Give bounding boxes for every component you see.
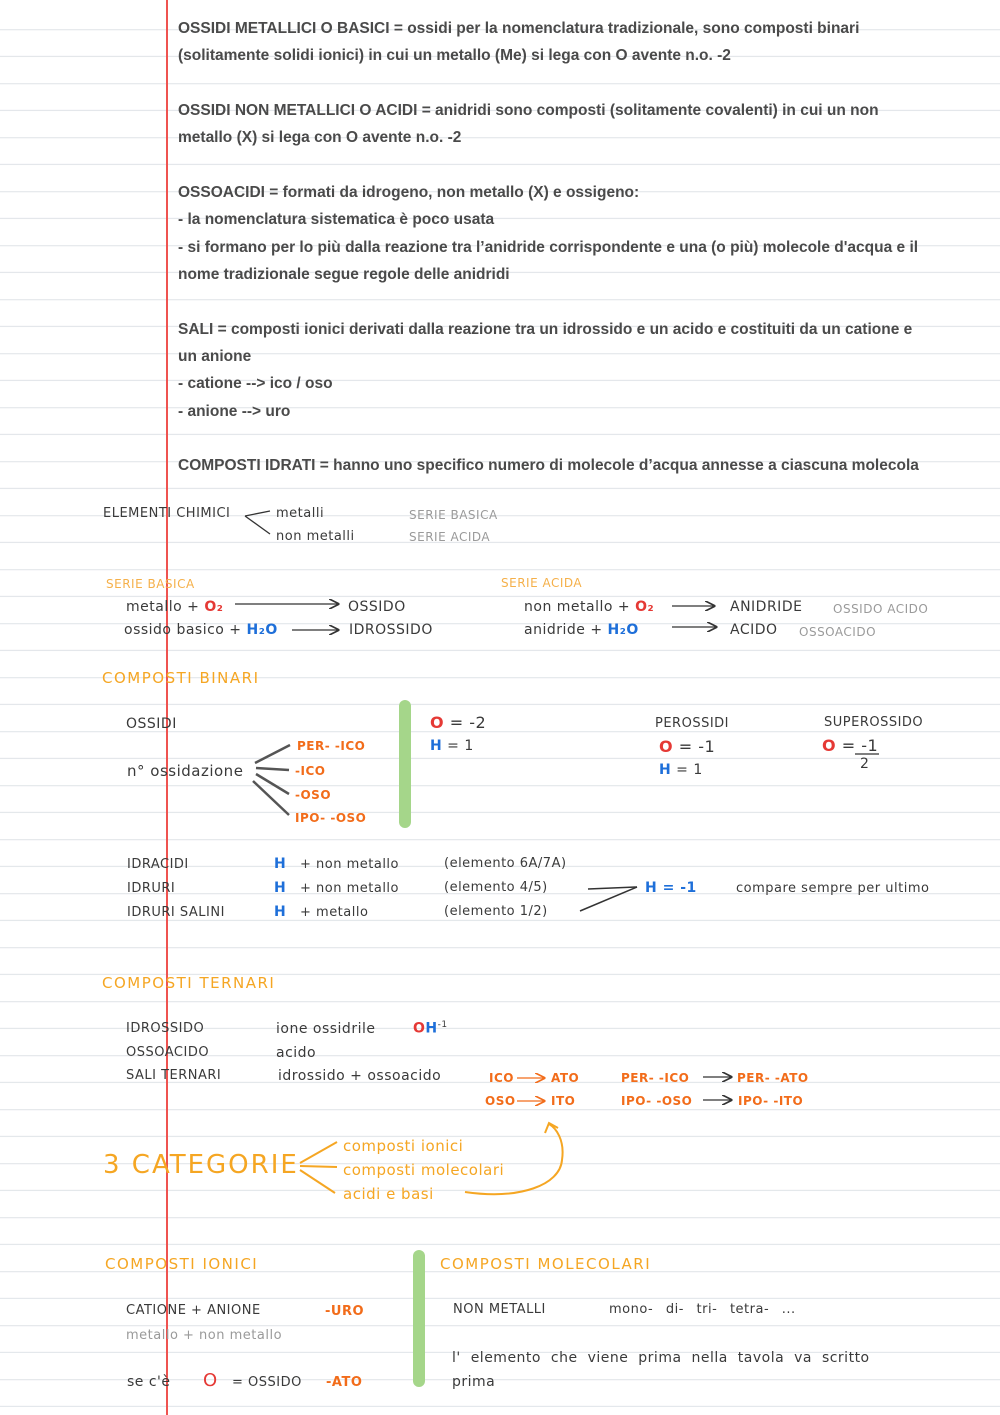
typed-line: (solitamente solidi ionici) in cui un metallo (Me) si lega con O avente n.o. -2 xyxy=(178,47,731,64)
binari-row-h: H xyxy=(274,904,287,920)
typed-line: nome tradizionale segue regole delle anidridi xyxy=(178,266,510,283)
oxygen-value: O = -2 xyxy=(430,713,487,732)
acida-reaction-2-left: anidride + H₂O xyxy=(524,622,639,638)
composti-ionici-title: COMPOSTI IONICI xyxy=(105,1255,259,1273)
ossido-label: = OSSIDO xyxy=(232,1375,302,1390)
binari-row-note: (elemento 6A/7A) xyxy=(444,856,567,871)
typed-line: OSSOACIDI = formati da idrogeno, non metallo (X) e ossigeno: xyxy=(178,184,640,201)
typed-line: - catione --> ico / oso xyxy=(178,375,333,392)
non-metalli-branch xyxy=(245,516,270,534)
molecolari-rule: l' elemento che viene prima nella tavola va scritto xyxy=(452,1350,870,1366)
serie-acida-note: SERIE ACIDA xyxy=(409,530,491,544)
typed-line: un anione xyxy=(178,348,252,365)
superossido-label: SUPEROSSIDO xyxy=(824,715,924,730)
binari-row-name: IDRURI SALINI xyxy=(127,905,225,920)
ato-suffix: -ATO xyxy=(326,1375,363,1390)
h-result: H = -1 xyxy=(645,880,697,896)
categorie-branch xyxy=(300,1142,337,1163)
idruri-bracket xyxy=(580,887,637,911)
non-metalli-label: non metalli xyxy=(276,529,355,544)
binari-row-name: IDRACIDI xyxy=(127,857,189,872)
binari-row-note: (elemento 1/2) xyxy=(444,904,548,919)
serie-basica-title: SERIE BASICA xyxy=(106,577,195,591)
ossido-acido-note: OSSIDO ACIDO xyxy=(833,602,929,616)
binari-row-formula: + metallo xyxy=(300,905,369,920)
typed-line: - la nomenclatura sistematica è poco usata xyxy=(178,211,495,228)
metalli-branch xyxy=(245,511,270,516)
ossidi-label: OSSIDI xyxy=(126,716,177,732)
perossidi-oxygen: O = -1 xyxy=(659,737,716,756)
suffix-branch: IPO- -OSO xyxy=(295,811,367,825)
basica-reaction-1-left: metallo + O₂ xyxy=(126,599,224,615)
typed-line: SALI = composti ionici derivati dalla reazione tra un idrossido e un acido e costituiti da un catione e xyxy=(178,321,913,338)
categoria-item: composti ionici xyxy=(343,1137,464,1155)
catione-anione: CATIONE + ANIONE xyxy=(126,1303,261,1318)
prefixes-label: mono- di- tri- tetra- ... xyxy=(609,1302,796,1317)
ionici-oxygen: O xyxy=(203,1370,218,1391)
perossidi-label: PEROSSIDI xyxy=(655,716,730,731)
ternari-row-name: SALI TERNARI xyxy=(126,1068,222,1083)
categorie-branch xyxy=(300,1166,337,1167)
suffix-branch: -OSO xyxy=(295,788,332,802)
typed-line: - si formano per lo più dalla reazione tra l’anidride corrispondente e una (o più) molecole d'acqua e il xyxy=(178,239,919,256)
ternari-row-desc: ione ossidrile xyxy=(276,1021,376,1037)
binari-row-formula: + non metallo xyxy=(300,857,399,872)
curved-arrow xyxy=(465,1124,563,1194)
elementi-chimici-label: ELEMENTI CHIMICI xyxy=(103,506,231,521)
ternari-row-desc: acido xyxy=(276,1045,317,1061)
categorie-branch xyxy=(300,1170,335,1193)
ternari-row-name: IDROSSIDO xyxy=(126,1021,205,1036)
ossidazione-branch xyxy=(253,781,289,815)
metallo-non-metallo: metallo + non metallo xyxy=(126,1328,283,1343)
suffix-branch: PER- -ICO xyxy=(297,739,366,753)
rule-oso-from: OSO xyxy=(485,1094,516,1108)
superossido-denominator: 2 xyxy=(860,756,870,772)
categoria-item: composti molecolari xyxy=(343,1161,505,1179)
rule-perico-to: PER- -ATO xyxy=(737,1071,809,1085)
n-ossidazione-label: n° ossidazione xyxy=(127,762,244,780)
typed-line: COMPOSTI IDRATI = hanno uno specifico numero di molecole d’acqua annesse a ciascuna molecola xyxy=(178,457,919,474)
perossidi-hydrogen: H = 1 xyxy=(659,762,703,778)
ossoacido-note: OSSOACIDO xyxy=(799,625,877,639)
acida-reaction-2-right: ACIDO xyxy=(730,622,778,638)
h-note: compare sempre per ultimo xyxy=(736,881,930,896)
categorie-title: 3 CATEGORIE xyxy=(103,1150,299,1180)
rule-oso-to: ITO xyxy=(551,1094,576,1108)
idruri-bracket xyxy=(588,887,637,889)
acida-reaction-1-right: ANIDRIDE xyxy=(730,599,803,615)
binari-row-h: H xyxy=(274,880,287,896)
typed-line: OSSIDI METALLICI O BASICI = ossidi per la nomenclatura tradizionale, sono composti binari xyxy=(178,20,860,37)
composti-binari-title: COMPOSTI BINARI xyxy=(102,669,260,687)
typed-line: metallo (X) si lega con O avente n.o. -2 xyxy=(178,129,462,146)
basica-reaction-2-right: IDROSSIDO xyxy=(349,622,433,638)
binari-row-formula: + non metallo xyxy=(300,881,399,896)
acida-reaction-1-left: non metallo + O₂ xyxy=(524,599,655,615)
rule-ico-from: ICO xyxy=(489,1071,514,1085)
composti-molecolari-title: COMPOSTI MOLECOLARI xyxy=(440,1255,652,1273)
binari-row-h: H xyxy=(274,856,287,872)
typed-line: OSSIDI NON METALLICI O ACIDI = anidridi sono composti (solitamente covalenti) in cui un non xyxy=(178,102,879,119)
hydrogen-value: H = 1 xyxy=(430,738,474,754)
ossidazione-branch xyxy=(256,774,289,794)
binari-row-name: IDRURI xyxy=(127,881,176,896)
metalli-label: metalli xyxy=(276,506,325,521)
rule-ico-to: ATO xyxy=(551,1071,580,1085)
categoria-item: acidi e basi xyxy=(343,1185,434,1203)
rule-perico-from: PER- -ICO xyxy=(621,1071,690,1085)
composti-ternari-title: COMPOSTI TERNARI xyxy=(102,974,276,992)
non-metalli-label: NON METALLI xyxy=(453,1302,546,1317)
molecolari-rule-cont: prima xyxy=(452,1374,496,1390)
oh-formula: $OH^{-1}$ xyxy=(413,1020,448,1037)
suffix-branch: -ICO xyxy=(295,764,326,778)
ternari-row-name: OSSOACIDO xyxy=(126,1045,210,1060)
basica-reaction-2-left: ossido basico + H₂O xyxy=(124,622,278,638)
se-ce-label: se c'è xyxy=(127,1374,171,1390)
serie-basica-note: SERIE BASICA xyxy=(409,508,498,522)
serie-acida-title: SERIE ACIDA xyxy=(501,576,583,590)
uro-suffix: -URO xyxy=(325,1304,365,1319)
ossidazione-branch xyxy=(255,745,290,763)
basica-reaction-1-right: OSSIDO xyxy=(348,599,406,615)
ossidazione-branch xyxy=(256,768,289,770)
binari-row-note: (elemento 4/5) xyxy=(444,880,548,895)
ternari-row-desc: idrossido + ossoacido xyxy=(278,1068,442,1084)
rule-ipooso-to: IPO- -ITO xyxy=(738,1094,804,1108)
rule-ipooso-from: IPO- -OSO xyxy=(621,1094,693,1108)
superossido-oxygen: O = -1 xyxy=(822,736,879,755)
typed-line: - anione --> uro xyxy=(178,403,291,420)
